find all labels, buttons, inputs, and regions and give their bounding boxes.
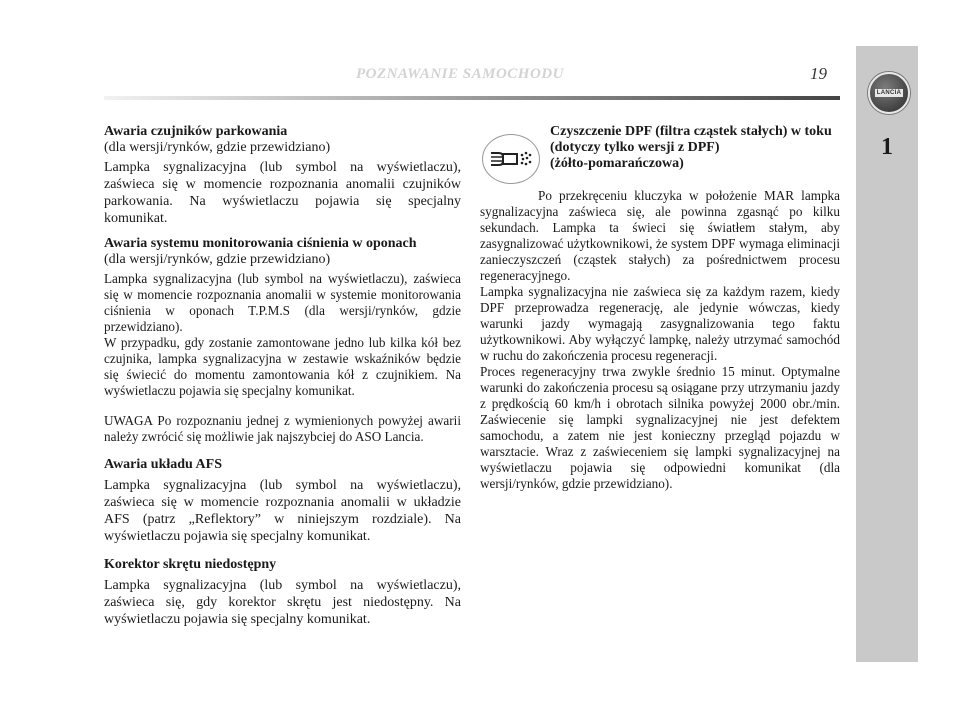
dpf-heading-block (480, 124, 840, 188)
page-number: 19 (810, 64, 827, 83)
header-rule (104, 96, 840, 100)
right-column (480, 124, 840, 492)
section-warning-note (104, 413, 461, 445)
paragraph: Lampka sygnalizacyjna (lub symbol na wyświetlaczu), zaświeca się w momencie rozpoznania anomalii czujników parkowania. Na wyświetlaczu pojawia się specjalny komunikat. (104, 160, 461, 226)
chapter-side-tab (856, 46, 918, 662)
dpf-title-line: Czyszczenie DPF (filtra cząstek stałych) w toku (550, 124, 832, 139)
dpf-title-line: (żółto-pomarańczowa) (550, 156, 684, 171)
paragraph: W przypadku, gdy zostanie zamontowane jedno lub kilka kół bez czujnika, lampka sygnalizacyjna w zestawie wskaźników będzie się świecić do momentu zamontowania kół z czujnikiem. Na wyświetlaczu pojawia się specjalny komunikat. (104, 335, 461, 398)
paragraph: Lampka sygnalizacyjna (lub symbol na wyświetlaczu), zaświeca się w momencie rozpoznania anomalii w układzie AFS (patrz „Reflektory” w niniejszym rozdziale). Na wyświetlaczu pojawia się specjalny komunikat. (104, 478, 461, 544)
section-title: Awaria czujników parkowania (104, 124, 288, 139)
lancia-logo-icon (868, 72, 910, 114)
section-title: Awaria układu AFS (104, 457, 222, 472)
section-afs (104, 457, 461, 545)
dpf-warning-icon (482, 134, 540, 184)
chapter-number: 1 (881, 134, 893, 160)
section-title: Awaria systemu monitorowania ciśnienia w oponach (104, 236, 417, 251)
section-subtitle: (dla wersji/rynków, gdzie przewidziano) (104, 140, 331, 155)
section-subtitle: (dla wersji/rynków, gdzie przewidziano) (104, 252, 331, 267)
logo-text: LANCIA (876, 90, 902, 96)
paragraph: Lampka sygnalizacyjna (lub symbol na wyświetlaczu), zaświeca się, gdy korektor skrętu jest niedostępny. Na wyświetlaczu pojawia się specjalny komunikat. (104, 578, 461, 627)
section-tpms (104, 236, 461, 399)
warning-paragraph: UWAGA Po rozpoznaniu jednej z wymienionych powyżej awarii należy zwrócić się możliwie jak najszybciej do ASO Lancia. (104, 413, 461, 444)
dpf-title (550, 124, 832, 172)
page-header-title: POZNAWANIE SAMOCHODU (356, 66, 564, 82)
paragraph: Proces regeneracyjny trwa zwykle średnio 15 minut. Optymalne warunki do zakończenia procesu są osiągane przy utrzymaniu jazdy z prędkością 60 km/h i obrotach silnika powyżej 2000 obr./min. Zaświecenie się lampki sygnalizacyjnej nie jest defektem samochodu, a zatem nie jest konieczny przegląd pojazdu w warsztacie. Wraz z zaświeceniem się lampki sygnalizacyjnej na wyświetlaczu pojawia się odpowiedni komunikat (dla wersji/rynków, gdzie przewidziano). (480, 364, 840, 491)
paragraph: Lampka sygnalizacyjna (lub symbol na wyświetlaczu), zaświeca się w momencie rozpoznania anomalii w systemie monitorowania ciśnienia w oponach T.P.M.S (dla wersji/rynków, gdzie przewidziano). (104, 271, 461, 334)
paragraph: Po przekręceniu kluczyka w położenie MAR lampka sygnalizacyjna zaświeca się, ale powinna zgasnąć po kilku sekundach. Lampka ta świeci się światłem stałym, aby zasygnalizować użytkownikowi, że system DPF wymaga eliminacji zanieczyszczeń (cząstek stałych) za pośrednictwem procesu regeneracyjnego. (480, 188, 840, 283)
section-title: Korektor skrętu niedostępny (104, 557, 277, 572)
section-parking-sensors (104, 124, 461, 227)
left-column (104, 124, 461, 628)
paragraph: Lampka sygnalizacyjna nie zaświeca się za każdym razem, kiedy DPF przeprowadza regenerację, ale jedynie wówczas, kiedy warunki jazdy wymagają zasygnalizowania tego faktu użytkownikowi. Aby wyłączyć lampkę, należy utrzymać samochód w ruchu do zakończenia procesu regeneracji. (480, 284, 840, 363)
dpf-title-line: (dotyczy tylko wersji z DPF) (550, 140, 720, 155)
section-turn-corrector (104, 557, 461, 628)
